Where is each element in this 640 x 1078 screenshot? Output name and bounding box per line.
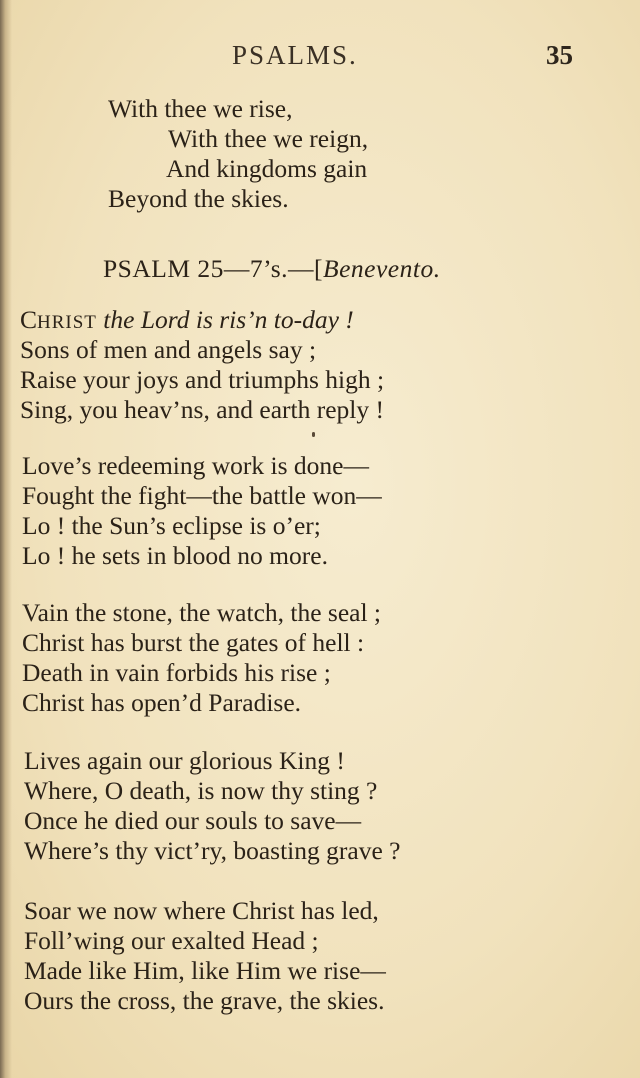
stanza-3-line-1: Vain the stone, the watch, the seal ; — [22, 598, 382, 627]
stanza-4-line-2: Where, O death, is now thy sting ? — [24, 776, 378, 805]
stanza-5-line-2: Foll’wing our exalted Head ; — [24, 926, 319, 955]
stanza-5-line-3: Made like Him, like Him we rise— — [24, 956, 386, 985]
stanza-3-line-3: Death in vain forbids his rise ; — [22, 658, 331, 687]
ink-speck — [312, 432, 315, 437]
first-line-italic: the Lord is ris’n to-day ! — [96, 305, 354, 334]
stanza-2-line-1: Love’s redeeming work is done— — [22, 451, 370, 480]
psalm-number: PSALM 25—7’s.—[ — [103, 254, 324, 283]
psalm-heading — [103, 254, 441, 284]
stanza-4-line-4: Where’s thy vict’ry, boasting grave ? — [24, 836, 401, 865]
stanza-4-line-1: Lives again our glorious King ! — [24, 746, 345, 775]
stanza-1-line-4: Sing, you heav’ns, and earth reply ! — [20, 395, 384, 424]
prev-hymn-line-3: And kingdoms gain — [166, 154, 368, 183]
prev-hymn-line-4: Beyond the skies. — [108, 184, 289, 213]
drop-initial: C — [20, 305, 38, 334]
stanza-3-line-2: Christ has burst the gates of hell : — [22, 628, 365, 657]
stanza-1-line-3: Raise your joys and triumphs high ; — [20, 365, 385, 394]
stanza-2-line-4: Lo ! he sets in blood no more. — [22, 541, 328, 570]
tune-name: Benevento. — [323, 254, 441, 283]
prev-hymn-line-2: With thee we reign, — [168, 124, 369, 153]
stanza-4-line-3: Once he died our souls to save— — [24, 806, 362, 835]
stanza-2-line-2: Fought the fight—the battle won— — [22, 481, 382, 510]
stanza-1-line-1 — [20, 305, 354, 338]
stanza-5-line-4: Ours the cross, the grave, the skies. — [24, 986, 385, 1015]
stanza-3-line-4: Christ has open’d Paradise. — [22, 688, 302, 717]
stanza-1-line-2: Sons of men and angels say ; — [20, 335, 317, 364]
running-title: PSALMS. — [232, 40, 358, 70]
stanza-5-line-1: Soar we now where Christ has led, — [24, 896, 379, 925]
first-word-smallcaps: HRIST — [37, 312, 97, 333]
page-header — [0, 40, 640, 80]
prev-hymn-line-1: With thee we rise, — [108, 94, 293, 123]
page-number: 35 — [546, 40, 573, 70]
stanza-2-line-3: Lo ! the Sun’s eclipse is o’er; — [22, 511, 321, 540]
binding-gutter — [0, 0, 12, 1078]
